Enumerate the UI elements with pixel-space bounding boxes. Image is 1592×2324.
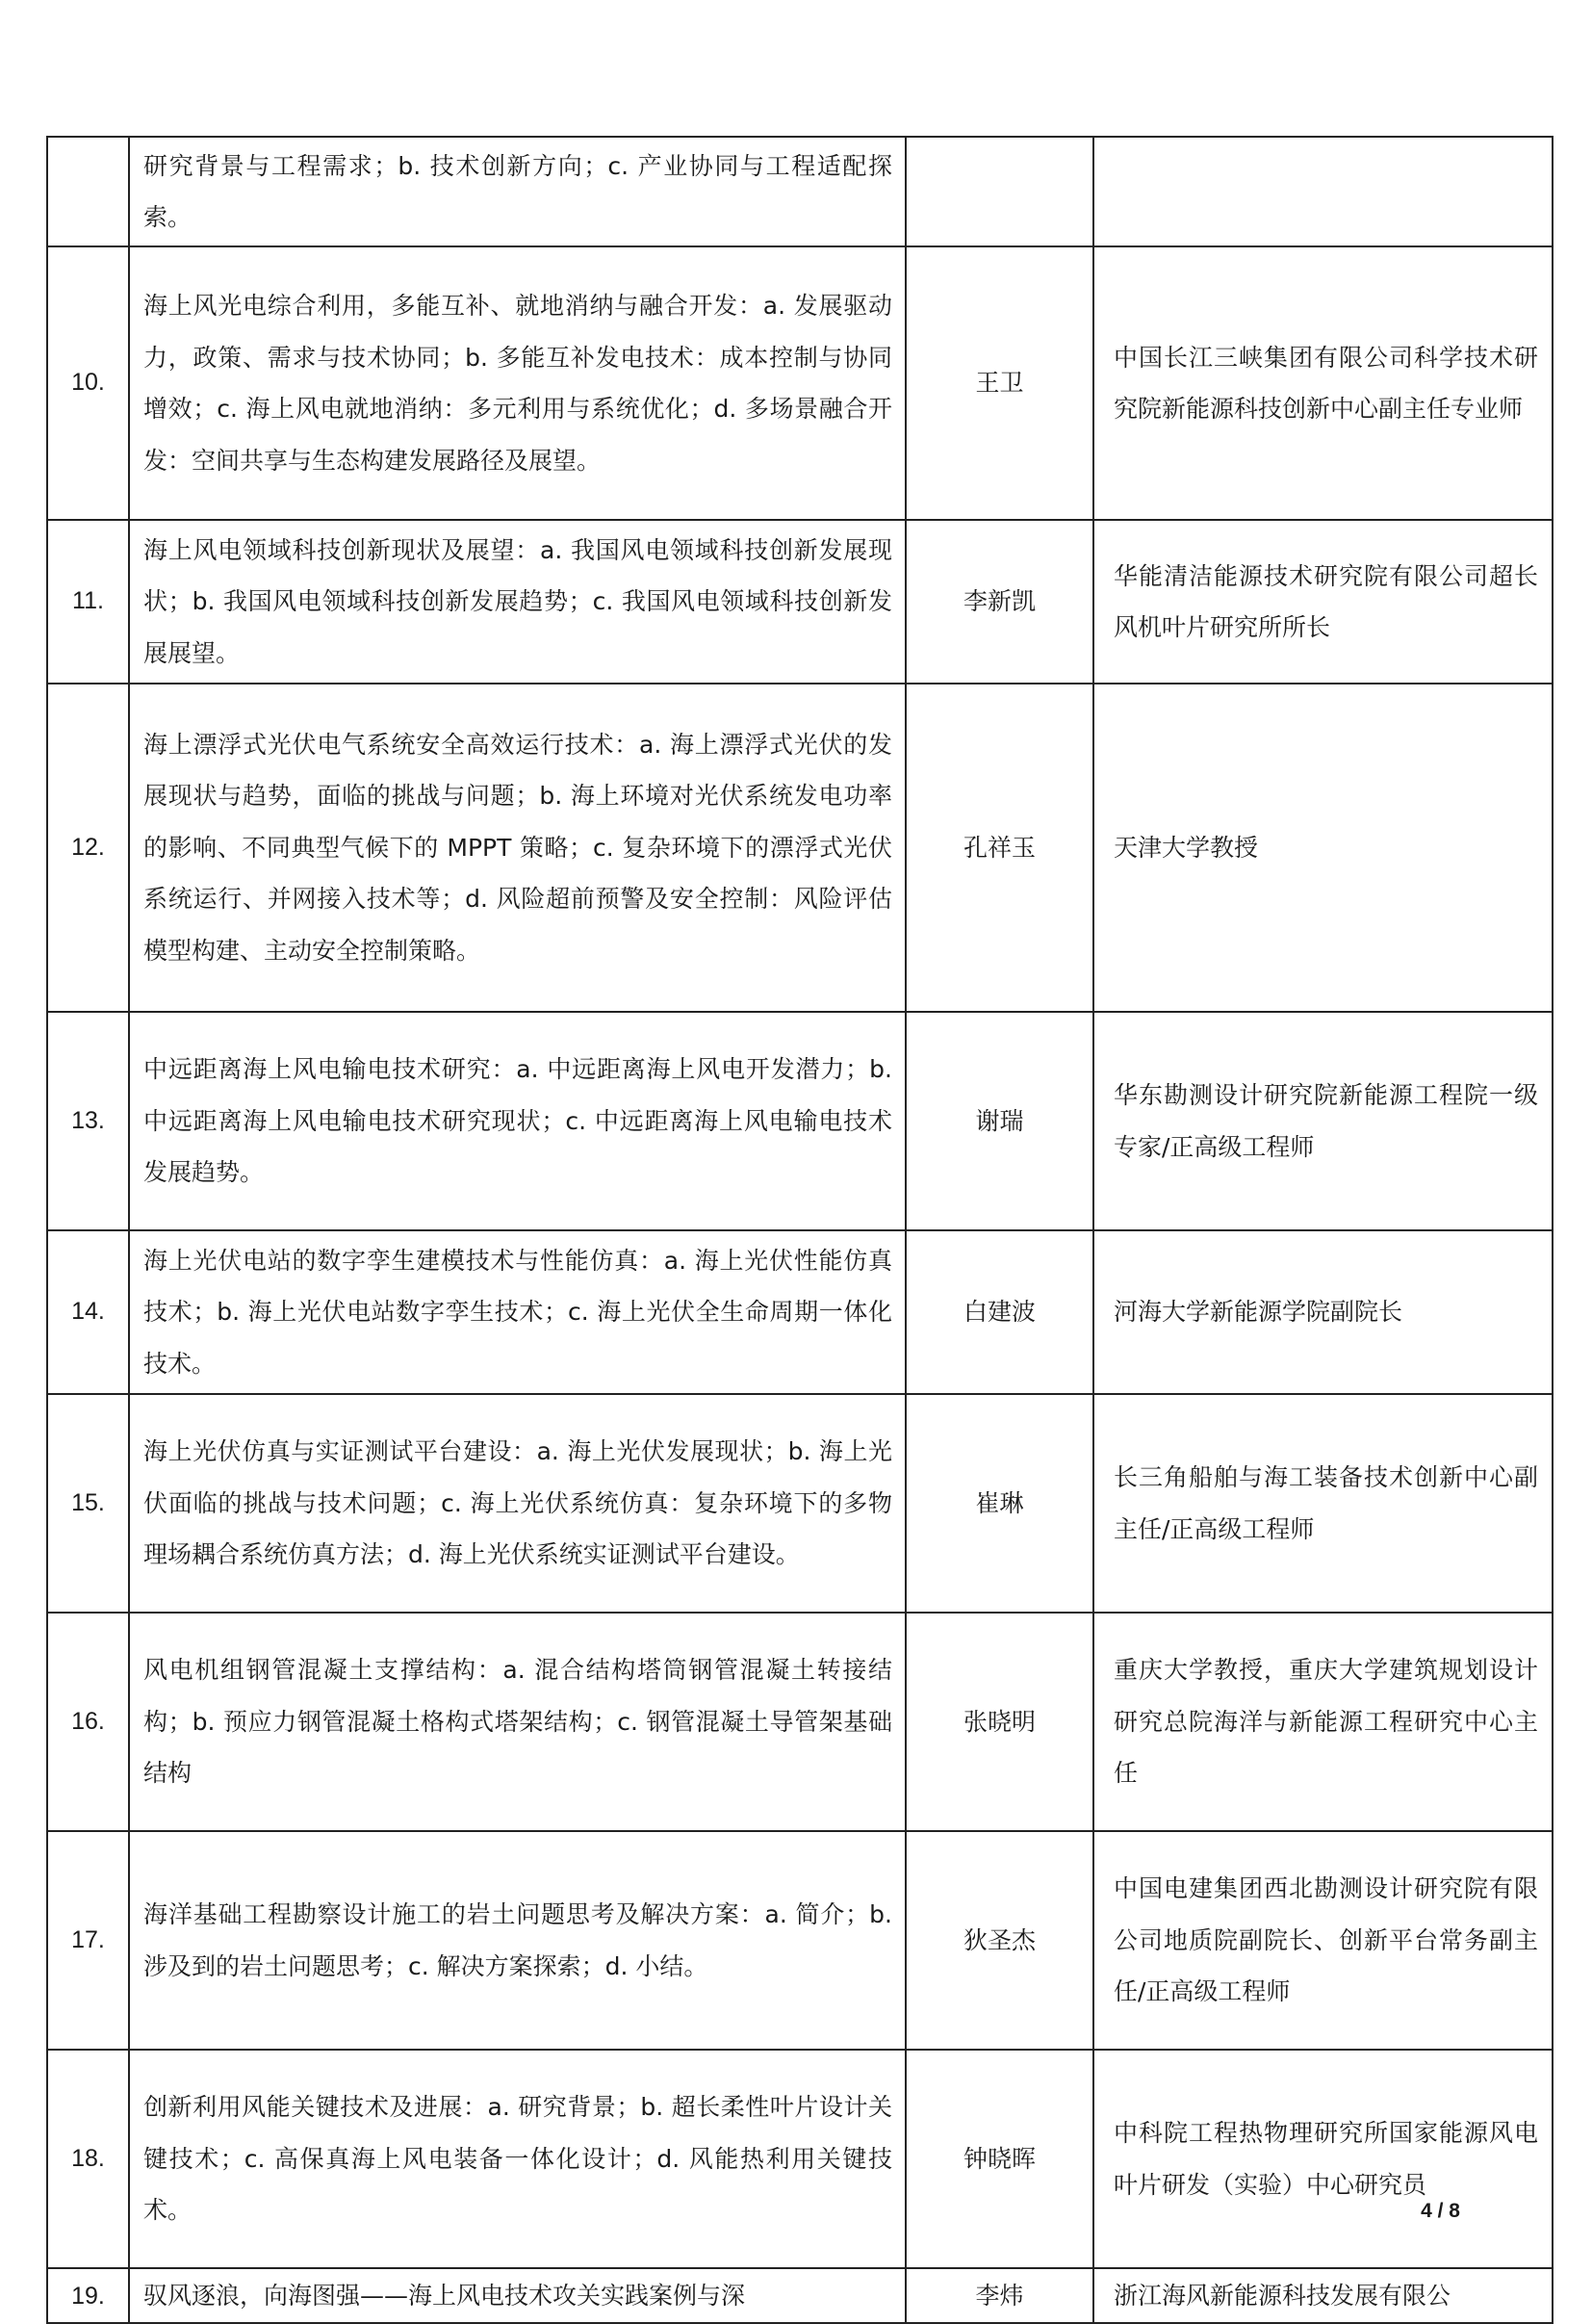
item-number: 18. [47,2050,129,2268]
speaker-org: 天津大学教授 [1093,684,1553,1012]
speaker-name: 崔琳 [906,1394,1093,1613]
speaker-org: 中国长江三峡集团有限公司科学技术研究院新能源科技创新中心副主任专业师 [1093,246,1553,520]
speaker-name: 狄圣杰 [906,1831,1093,2050]
speaker-org: 长三角船舶与海工装备技术创新中心副主任/正高级工程师 [1093,1394,1553,1613]
item-number: 15. [47,1394,129,1613]
speaker-org: 中国电建集团西北勘测设计研究院有限公司地质院副院长、创新平台常务副主任/正高级工程师 [1093,1831,1553,2050]
table-row [47,1230,1553,1394]
topic-cell: 创新利用风能关键技术及进展：a. 研究背景；b. 超长柔性叶片设计关键技术；c. 高保真海上风电装备一体化设计；d. 风能热利用关键技术。 [129,2050,906,2268]
table-row [47,1831,1553,2050]
speaker-org: 华东勘测设计研究院新能源工程院一级专家/正高级工程师 [1093,1012,1553,1230]
speaker-name: 钟晓晖 [906,2050,1093,2268]
topic-cell: 海上光伏仿真与实证测试平台建设：a. 海上光伏发展现状；b. 海上光伏面临的挑战与技术问题；c. 海上光伏系统仿真：复杂环境下的多物理场耦合系统仿真方法；d. 海上光伏系统实证测试平台建设。 [129,1394,906,1613]
program-table [46,136,1553,2324]
topic-cell: 中远距离海上风电输电技术研究：a. 中远距离海上风电开发潜力；b. 中远距离海上风电输电技术研究现状；c. 中远距离海上风电输电技术发展趋势。 [129,1012,906,1230]
table-row [47,2268,1553,2323]
speaker-org: 华能清洁能源技术研究院有限公司超长风机叶片研究所所长 [1093,520,1553,684]
speaker-org: 重庆大学教授，重庆大学建筑规划设计研究总院海洋与新能源工程研究中心主任 [1093,1613,1553,1831]
table-row [47,684,1553,1012]
speaker-name: 张晓明 [906,1613,1093,1831]
speaker-org: 河海大学新能源学院副院长 [1093,1230,1553,1394]
item-number: 11. [47,520,129,684]
item-number: 17. [47,1831,129,2050]
topic-cell: 驭风逐浪，向海图强——海上风电技术攻关实践案例与深 [129,2268,906,2323]
item-number: 12. [47,684,129,1012]
item-number [47,137,129,246]
speaker-name: 孔祥玉 [906,684,1093,1012]
speaker-org [1093,137,1553,246]
topic-cell: 风电机组钢管混凝土支撑结构：a. 混合结构塔筒钢管混凝土转接结构；b. 预应力钢管混凝土格构式塔架结构；c. 钢管混凝土导管架基础结构 [129,1613,906,1831]
topic-cell: 研究背景与工程需求；b. 技术创新方向；c. 产业协同与工程适配探索。 [129,137,906,246]
table-row [47,2050,1553,2268]
speaker-name: 李新凯 [906,520,1093,684]
speaker-org: 浙江海风新能源科技发展有限公 [1093,2268,1553,2323]
speaker-name [906,137,1093,246]
topic-cell: 海上光伏电站的数字孪生建模技术与性能仿真：a. 海上光伏性能仿真技术；b. 海上光伏电站数字孪生技术；c. 海上光伏全生命周期一体化技术。 [129,1230,906,1394]
table-row [47,137,1553,246]
table-row [47,1012,1553,1230]
topic-cell: 海洋基础工程勘察设计施工的岩土问题思考及解决方案：a. 简介；b. 涉及到的岩土问题思考；c. 解决方案探索；d. 小结。 [129,1831,906,2050]
topic-cell: 海上风光电综合利用，多能互补、就地消纳与融合开发：a. 发展驱动力，政策、需求与技术协同；b. 多能互补发电技术：成本控制与协同增效；c. 海上风电就地消纳：多元利用与系统优化；d. 多场景融合开发：空间共享与生态构建发展路径及展望。 [129,246,906,520]
item-number: 19. [47,2268,129,2323]
speaker-name: 李炜 [906,2268,1093,2323]
table-row [47,1394,1553,1613]
topic-cell: 海上漂浮式光伏电气系统安全高效运行技术：a. 海上漂浮式光伏的发展现状与趋势，面临的挑战与问题；b. 海上环境对光伏系统发电功率的影响、不同典型气候下的 MPPT 策略；c. 复杂环境下的漂浮式光伏系统运行、并网接入技术等；d. 风险超前预警及安全控制：风险评估模型构建、主动安全控制策略。 [129,684,906,1012]
item-number: 13. [47,1012,129,1230]
speaker-name: 王卫 [906,246,1093,520]
table-row [47,246,1553,520]
item-number: 16. [47,1613,129,1831]
table-row [47,520,1553,684]
item-number: 10. [47,246,129,520]
topic-cell: 海上风电领域科技创新现状及展望：a. 我国风电领域科技创新发展现状；b. 我国风电领域科技创新发展趋势；c. 我国风电领域科技创新发展展望。 [129,520,906,684]
page-number: 4 / 8 [1421,2200,1460,2222]
item-number: 14. [47,1230,129,1394]
speaker-name: 白建波 [906,1230,1093,1394]
speaker-name: 谢瑞 [906,1012,1093,1230]
speaker-org: 中科院工程热物理研究所国家能源风电叶片研发（实验）中心研究员 [1093,2050,1553,2268]
table-row [47,1613,1553,1831]
